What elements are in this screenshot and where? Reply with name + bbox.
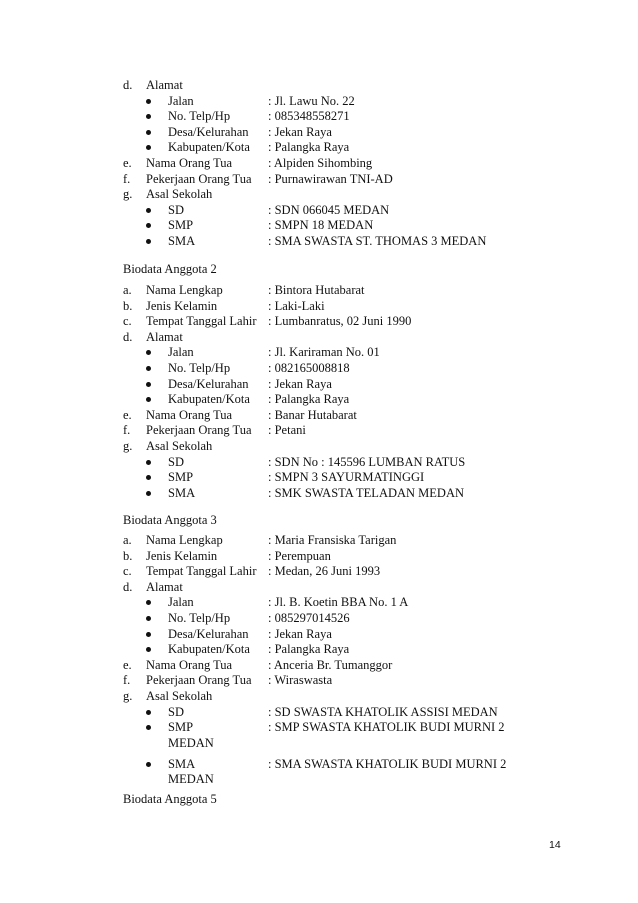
list-letter: g. [123,187,133,202]
list-letter: d. [123,579,133,594]
field-label: SMP [168,720,194,735]
field-value: : Jekan Raya [268,124,332,139]
list-letter: c. [123,314,132,329]
field-label: Alamat [146,78,183,92]
field-value: : SMA SWASTA KHATOLIK BUDI MURNI 2 [268,756,507,771]
field-label: Pekerjaan Orang Tua [146,673,252,688]
list-letter: e. [123,657,132,672]
field-label: SMA [168,756,196,771]
field-value: : Maria Fransiska Tarigan [268,533,397,547]
field-value: : Wiraswasta [268,673,333,688]
field-label: Nama Orang Tua [146,657,233,672]
field-label: Kabupaten/Kota [168,392,250,407]
bullet-icon [146,460,151,465]
field-value: : SD SWASTA KHATOLIK ASSISI MEDAN [268,704,498,719]
field-label: Jalan [168,595,194,610]
field-label: SMP [168,218,194,233]
field-label: No. Telp/Hp [168,109,231,124]
list-letter: c. [123,564,132,579]
bullet-icon [146,239,151,244]
field-value: : Anceria Br. Tumanggor [268,657,393,672]
field-label: Jenis Kelamin [146,298,218,313]
list-letter: e. [123,407,132,422]
list-letter: g. [123,689,133,703]
field-label: Jalan [168,345,194,360]
bullet-icon [146,710,151,715]
bullet-icon [146,475,151,480]
bullet-icon [146,114,151,119]
bullet-icon [146,223,151,228]
field-label: Nama Lengkap [146,283,223,297]
field-label: Kabupaten/Kota [168,140,250,155]
bullet-icon [146,397,151,402]
bullet-icon [146,725,151,730]
field-value: : Banar Hutabarat [268,407,357,422]
heading-biodata-anggota-3: Biodata Anggota 3 [123,513,217,527]
bullet-icon [146,600,151,605]
bullet-icon [146,647,151,652]
field-label: SD [168,202,184,217]
field-value: : Palangka Raya [268,140,350,155]
field-label: Desa/Kelurahan [168,626,249,641]
field-label: No. Telp/Hp [168,361,231,375]
field-label: Tempat Tanggal Lahir [146,564,257,579]
field-label: Nama Orang Tua [146,407,233,422]
field-label: Asal Sekolah [146,689,213,703]
field-value: : Jl. Lawu No. 22 [268,93,355,108]
bullet-icon [146,208,151,213]
field-label: Desa/Kelurahan [168,124,249,139]
field-label: Nama Lengkap [146,533,223,547]
field-value: : Palangka Raya [268,642,350,657]
field-label: SMA [168,485,196,500]
list-letter: g. [123,439,133,453]
field-value: : 085297014526 [268,611,350,625]
field-label: SMP [168,470,194,485]
field-label: SD [168,454,184,469]
field-value: : Purnawirawan TNI-AD [268,171,393,186]
field-value: : Laki-Laki [268,298,325,313]
bullet-icon [146,632,151,637]
field-value: : SDN 066045 MEDAN [268,202,390,217]
bullet-icon [146,762,151,767]
field-label: Jalan [168,93,194,108]
field-value: : Alpiden Sihombing [268,156,373,170]
bullet-icon [146,491,151,496]
list-letter: f. [123,423,131,438]
field-value: : Bintora Hutabarat [268,283,365,297]
field-value: : Petani [268,423,306,438]
field-value: : Jl. B. Koetin BBA No. 1 A [268,595,409,610]
bullet-icon [146,382,151,387]
field-label-continued: MEDAN [168,772,214,787]
heading-biodata-anggota-2: Biodata Anggota 2 [123,262,217,276]
field-label: Asal Sekolah [146,187,213,202]
field-value: : SMP SWASTA KHATOLIK BUDI MURNI 2 [268,720,505,735]
field-label: Asal Sekolah [146,439,213,453]
field-value: : SMPN 18 MEDAN [268,218,374,233]
list-letter: d. [123,329,133,344]
field-label: Pekerjaan Orang Tua [146,423,252,438]
field-label: Desa/Kelurahan [168,376,249,391]
page-number: 14 [549,839,561,851]
bullet-icon [146,145,151,150]
field-label: SD [168,704,184,719]
field-value: : 082165008818 [268,361,350,375]
field-value: : 085348558271 [268,109,350,124]
field-label: Kabupaten/Kota [168,642,250,657]
field-value: : SMPN 3 SAYURMATINGGI [268,470,425,485]
field-value: : Lumbanratus, 02 Juni 1990 [268,314,412,329]
field-label: Tempat Tanggal Lahir [146,314,257,329]
field-value: : SDN No : 145596 LUMBAN RATUS [268,454,466,469]
field-label-continued: MEDAN [168,735,214,750]
bullet-icon [146,350,151,355]
list-letter: e. [123,156,132,170]
list-letter: a. [123,533,132,547]
bullet-icon [146,130,151,135]
field-label: Pekerjaan Orang Tua [146,171,252,186]
field-value: : Perempuan [268,548,331,563]
field-value: : SMK SWASTA TELADAN MEDAN [268,485,465,500]
field-value: : Jekan Raya [268,626,332,641]
list-letter: f. [123,171,131,186]
heading-biodata-anggota-5: Biodata Anggota 5 [123,792,217,806]
list-letter: a. [123,283,132,297]
field-value: : Palangka Raya [268,392,350,407]
field-label: Nama Orang Tua [146,156,233,170]
field-value: : SMA SWASTA ST. THOMAS 3 MEDAN [268,234,487,248]
list-letter: d. [123,78,133,92]
field-label: SMA [168,234,196,248]
list-letter: f. [123,673,131,688]
bullet-icon [146,616,151,621]
field-label: Alamat [146,579,183,594]
field-value: : Jl. Kariraman No. 01 [268,345,380,360]
bullet-icon [146,99,151,104]
field-label: Alamat [146,329,183,344]
field-label: No. Telp/Hp [168,611,231,625]
field-value: : Medan, 26 Juni 1993 [268,564,381,579]
list-letter: b. [123,548,133,563]
field-value: : Jekan Raya [268,376,332,391]
field-label: Jenis Kelamin [146,548,218,563]
bullet-icon [146,366,151,371]
list-letter: b. [123,298,133,313]
